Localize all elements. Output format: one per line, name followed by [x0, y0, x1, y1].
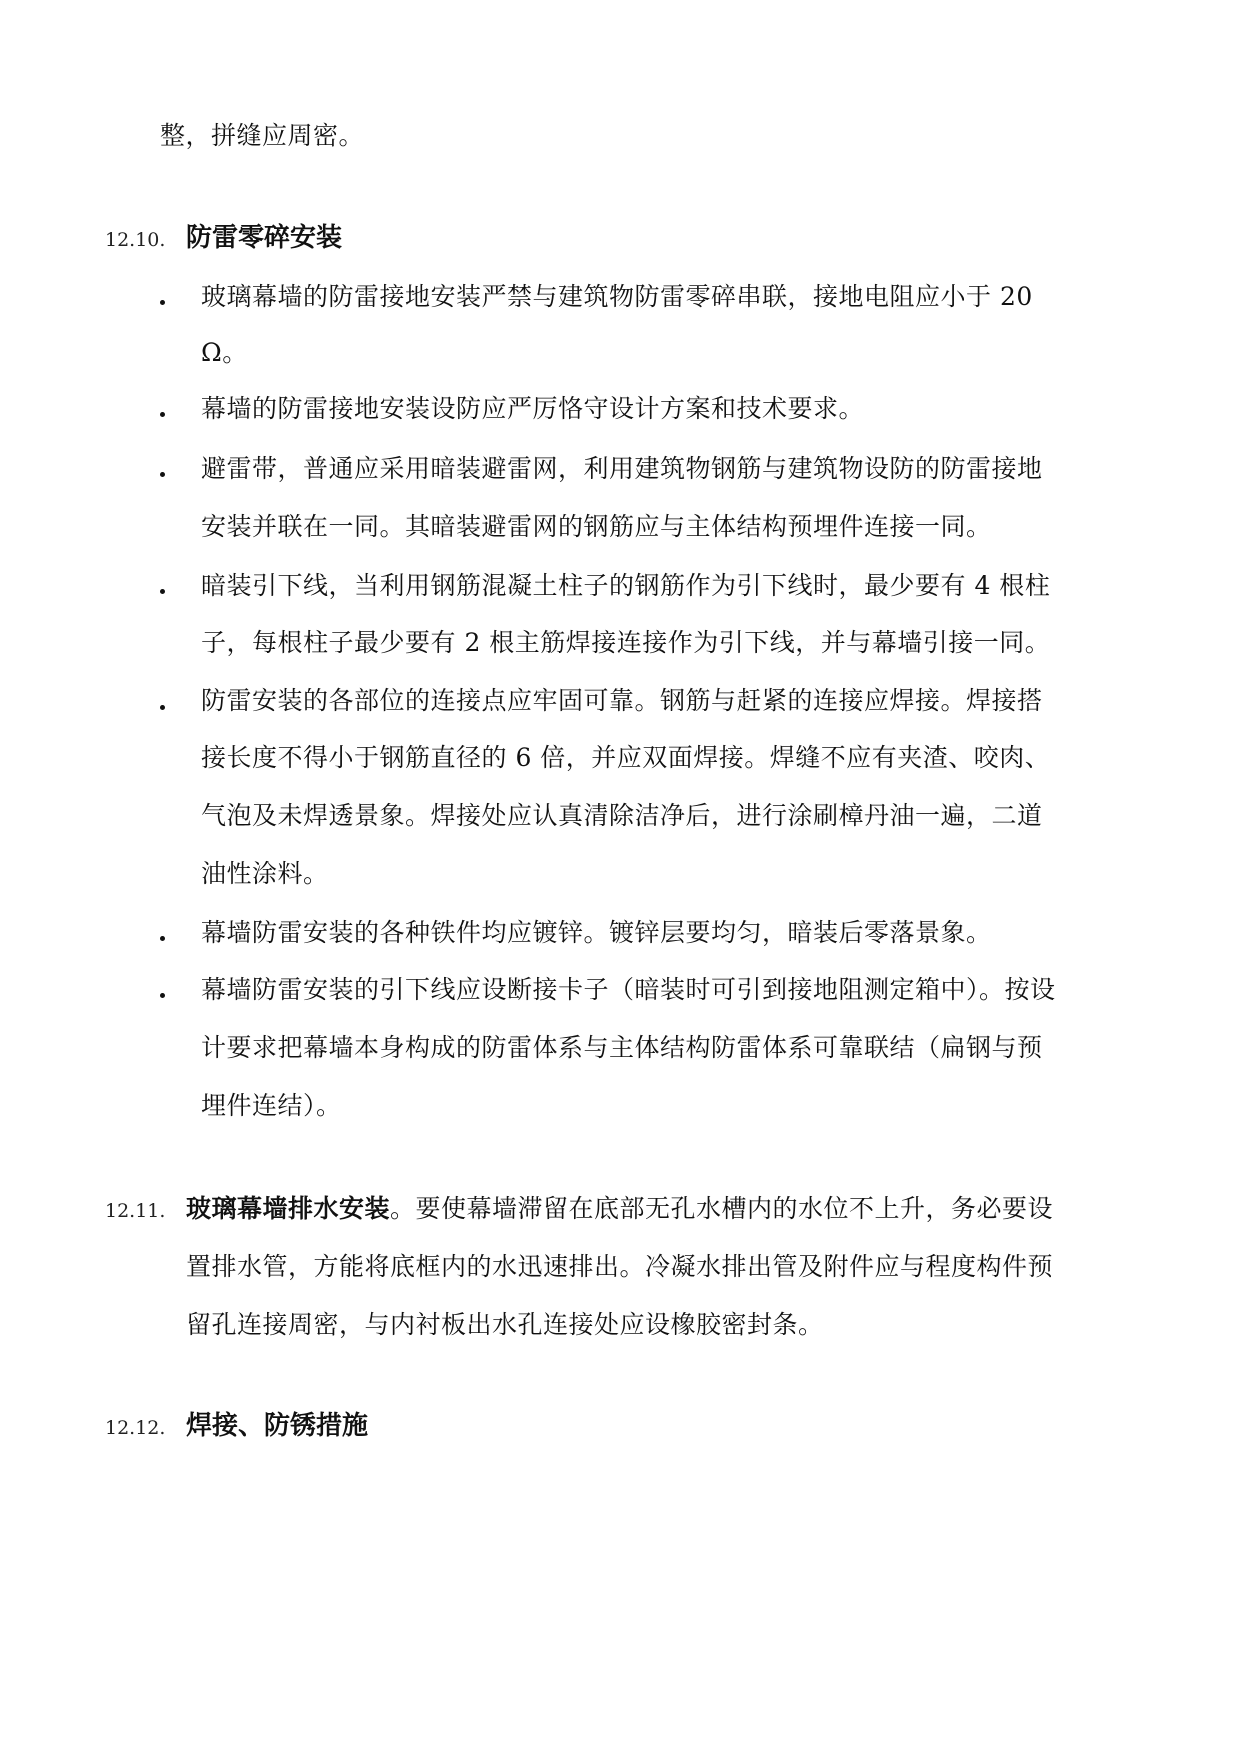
section-number: 12.11. [105, 1200, 166, 1222]
paragraph-line: 置排水管，方能将底框内的水迅速排出。冷凝水排出管及附件应与程度构件预 [186, 1252, 1054, 1281]
continuation-text: 整，拼缝应周密。 [160, 121, 365, 150]
paragraph-text: 。要使幕墙滞留在底部无孔水槽内的水位不上升，务必要设 [390, 1194, 1054, 1223]
list-item-line: 避雷带，普通应采用暗装避雷网，利用建筑物钢筋与建筑物设防的防雷接地 [201, 454, 1043, 483]
list-item-line: 幕墙防雷安装的引下线应设断接卡子（暗装时可引到接地阻测定箱中）。按设 [201, 975, 1056, 1004]
bullet-marker [160, 589, 165, 594]
list-item-line: 计要求把幕墙本身构成的防雷体系与主体结构防雷体系可靠联结（扁钢与预 [201, 1033, 1043, 1062]
list-item-line: Ω。 [201, 338, 248, 367]
section-heading: 焊接、防锈措施 [186, 1411, 369, 1441]
paragraph-line: 留孔连接周密，与内衬板出水孔连接处应设橡胶密封条。 [186, 1310, 824, 1339]
section-number: 12.12. [105, 1417, 166, 1439]
list-item-line: 子，每根柱子最少要有 2 根主筋焊接连接作为引下线，并与幕墙引接一同。 [201, 628, 1051, 657]
bullet-marker [160, 300, 165, 305]
list-item-line: 幕墙防雷安装的各种铁件均应镀锌。镀锌层要均匀，暗装后零落景象。 [201, 918, 992, 947]
bullet-marker [160, 936, 165, 941]
section-paragraph-first-line [186, 1193, 1053, 1225]
list-item-line: 接长度不得小于钢筋直径的 6 倍，并应双面焊接。焊缝不应有夹渣、咬肉、 [201, 743, 1051, 772]
list-item-line: 油性涂料。 [201, 859, 329, 888]
bullet-marker [160, 705, 165, 710]
list-item-line: 安装并联在一同。其暗装避雷网的钢筋应与主体结构预埋件连接一同。 [201, 512, 992, 541]
section-heading: 玻璃幕墙排水安装 [186, 1194, 391, 1223]
list-item-line: 防雷安装的各部位的连接点应牢固可靠。钢筋与赶紧的连接应焊接。焊接搭 [201, 686, 1043, 715]
section-heading: 防雷零碎安装 [186, 223, 343, 253]
bullet-marker [160, 993, 165, 998]
bullet-marker [160, 472, 165, 477]
list-item-line: 玻璃幕墙的防雷接地安装严禁与建筑物防雷零碎串联，接地电阻应小于 20 [201, 282, 1033, 311]
list-item-line: 幕墙的防雷接地安装设防应严厉恪守设计方案和技术要求。 [201, 394, 865, 423]
list-item-line: 埋件连结）。 [201, 1091, 342, 1120]
list-item-line: 暗装引下线，当利用钢筋混凝土柱子的钢筋作为引下线时，最少要有 4 根柱 [201, 571, 1051, 600]
bullet-marker [160, 412, 165, 417]
list-item-line: 气泡及未焊透景象。焊接处应认真清除洁净后，进行涂刷樟丹油一遍，二道 [201, 801, 1043, 830]
section-number: 12.10. [105, 229, 166, 251]
